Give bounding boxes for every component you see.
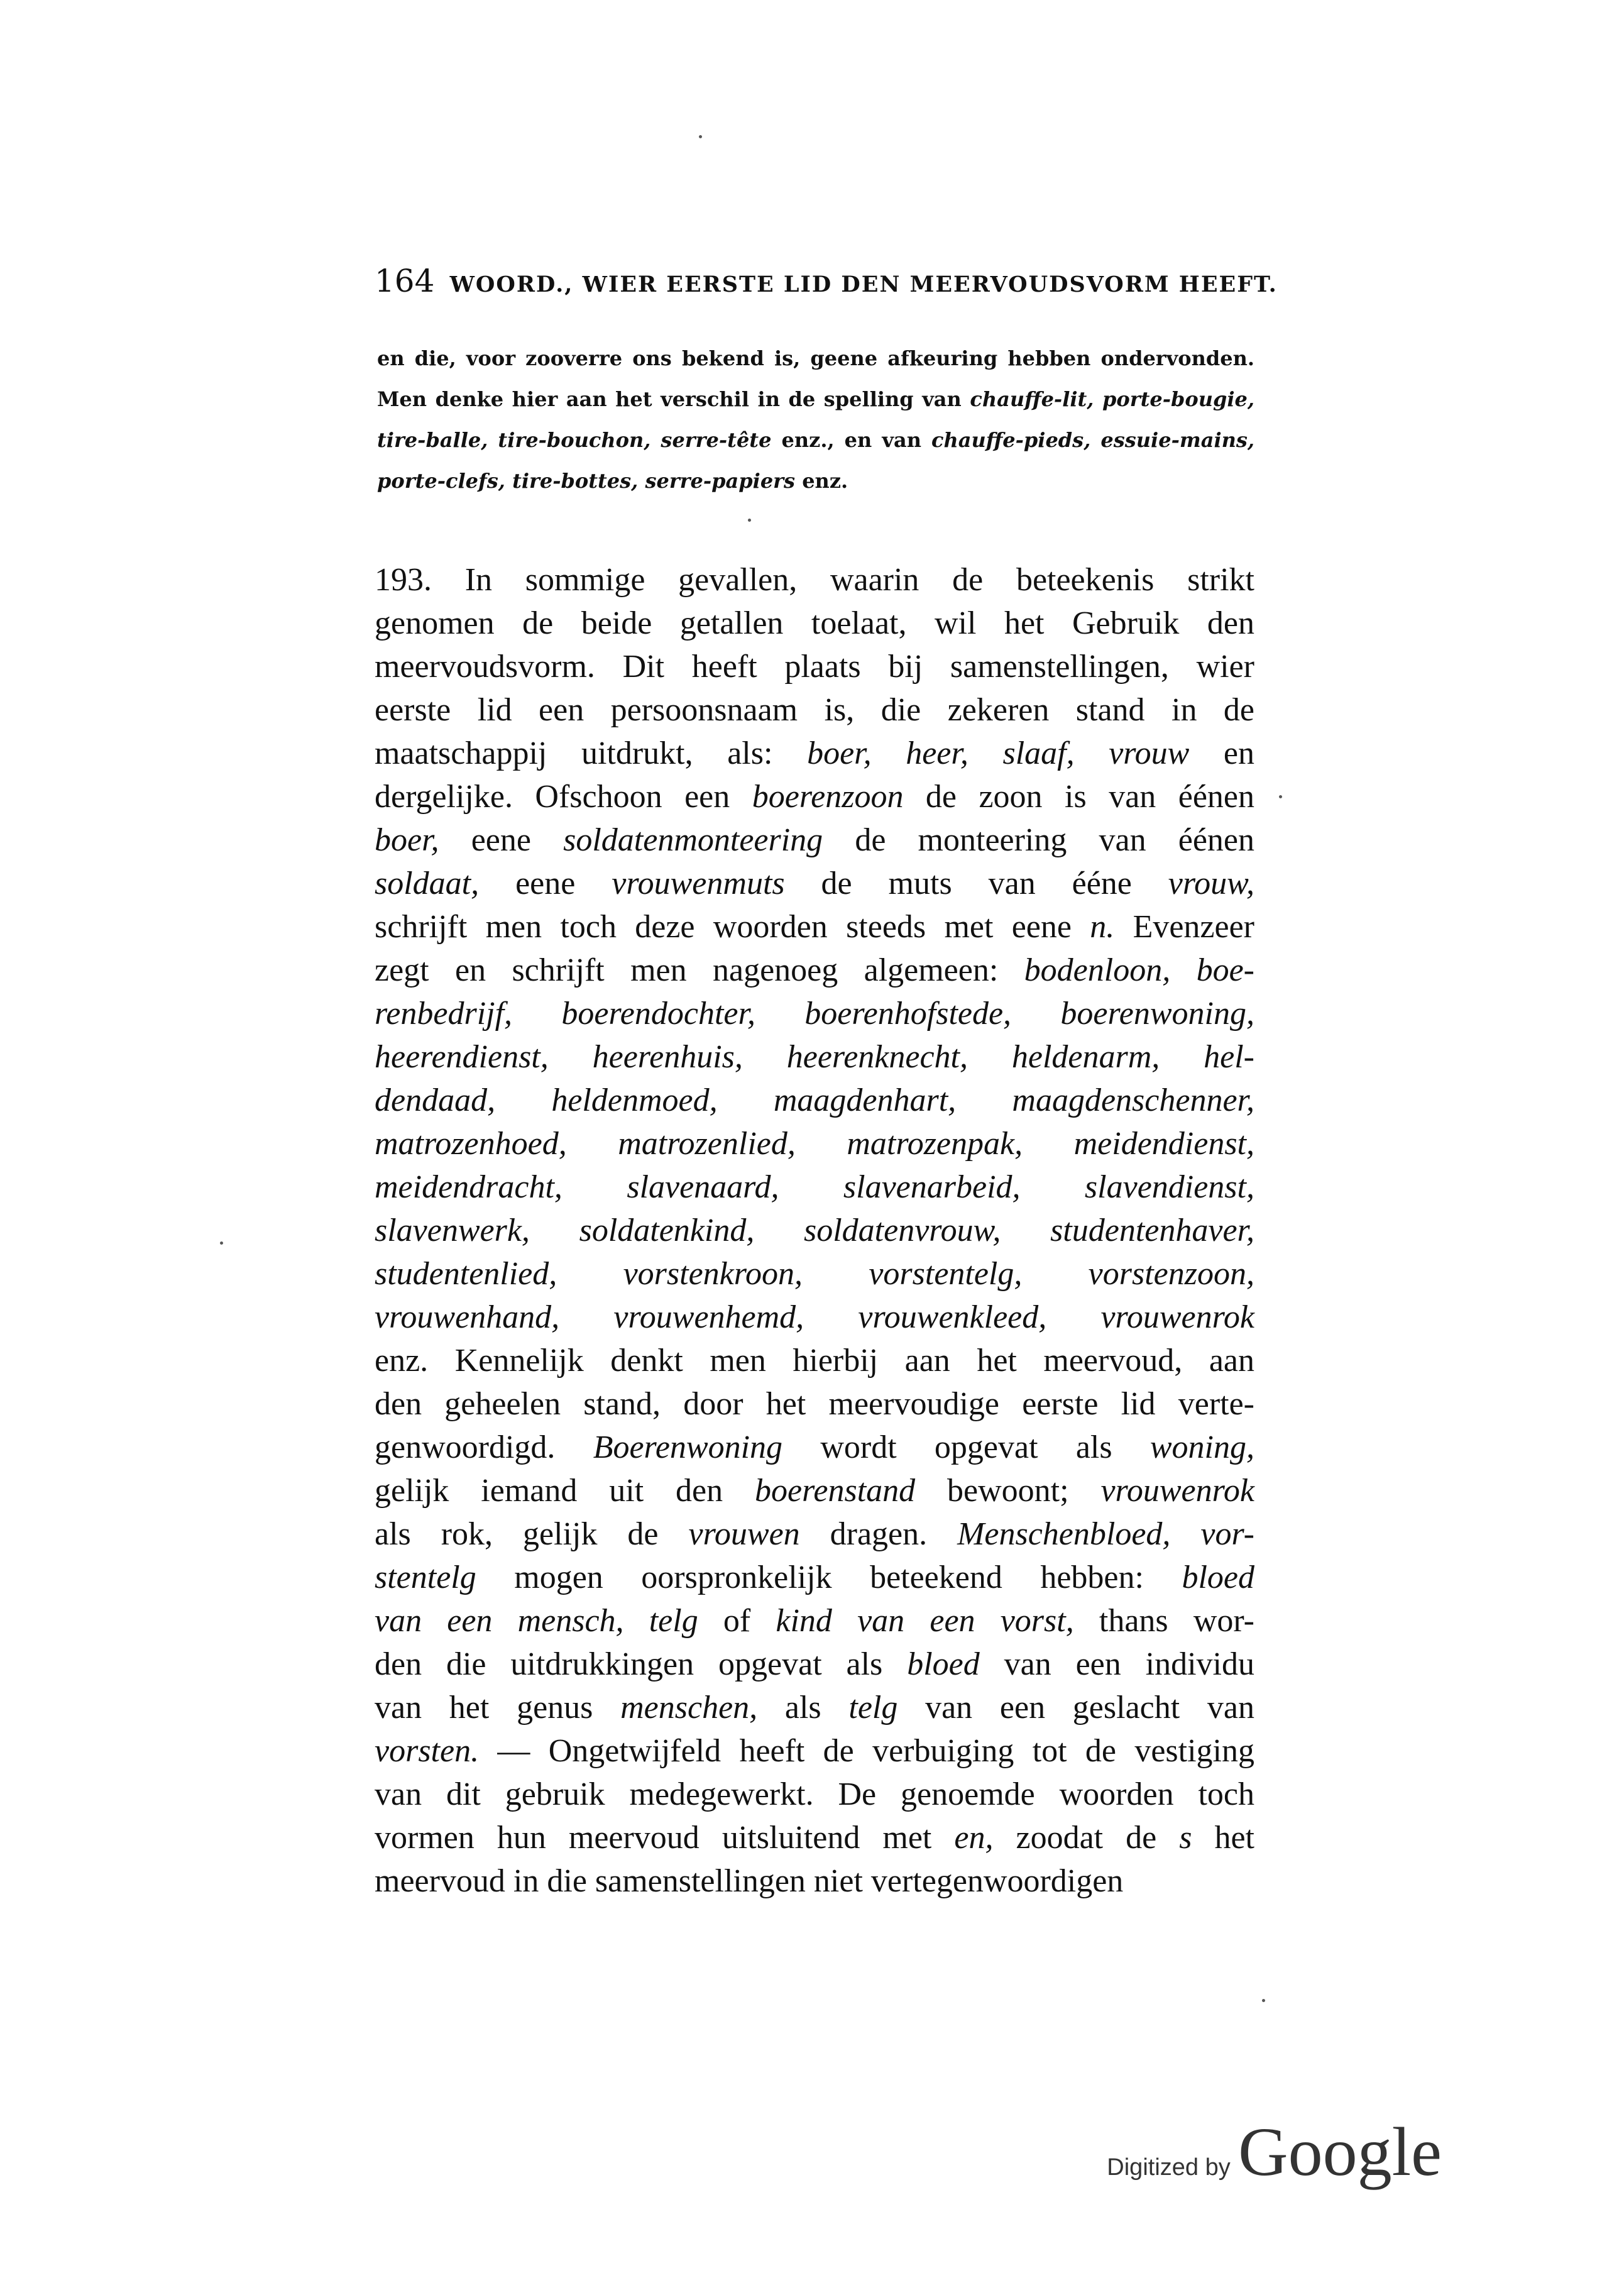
italic-term: matrozenhoed, matrozenlied, matrozenpak, meidendienst,	[375, 1126, 1254, 1162]
footnote-paragraph	[377, 338, 1254, 502]
text-run: van een geslacht van	[897, 1690, 1254, 1726]
text-line	[375, 602, 1254, 645]
italic-term: soldaat,	[375, 866, 480, 901]
text-line	[375, 1469, 1254, 1512]
italic-term: vrouwen	[688, 1516, 800, 1552]
text-run: enz.	[795, 469, 848, 493]
text-line	[375, 1122, 1254, 1165]
italic-term: slavenwerk, soldatenkind, soldatenvrouw, studentenhaver,	[375, 1213, 1254, 1248]
text-run: gelijk iemand uit den	[375, 1473, 755, 1509]
italic-term: vrouwenhand, vrouwenhemd, vrouwenkleed, vrouwenrok	[375, 1299, 1254, 1335]
text-line	[375, 992, 1254, 1035]
text-line	[375, 1035, 1254, 1079]
text-run: dergelijke. Ofschoon een	[375, 779, 752, 815]
text-run: en die, voor zooverre ons bekend is, geene afkeuring hebben ondervonden.	[377, 346, 1254, 370]
italic-term: boerenzoon	[752, 779, 904, 815]
italic-term: telg	[848, 1690, 898, 1726]
italic-term: tire-balle, tire-bouchon, serre-tête	[377, 428, 772, 452]
text-line	[375, 1512, 1254, 1556]
text-run: meervoud in die samenstellingen niet vertegenwoordigen	[375, 1863, 1124, 1899]
text-line	[377, 420, 1254, 461]
text-line	[375, 1209, 1254, 1252]
text-run: van het genus	[375, 1690, 621, 1726]
scan-speck	[1279, 795, 1282, 798]
italic-term: vrouwenmuts	[612, 866, 785, 901]
text-run: en	[1189, 735, 1254, 771]
text-run: Men denke hier aan het verschil in de spelling van	[377, 387, 970, 411]
text-line	[375, 862, 1254, 905]
italic-term: stentelg	[375, 1560, 476, 1595]
text-line	[375, 905, 1254, 949]
text-run: dragen.	[799, 1516, 958, 1552]
watermark-prefix: Digitized by	[1107, 2154, 1231, 2181]
text-run: mogen oorspronkelijk beteekend hebben:	[476, 1560, 1182, 1595]
text-line	[375, 1729, 1254, 1773]
text-line	[375, 949, 1254, 992]
italic-term: heerendienst, heerenhuis, heerenknecht, heldenarm, hel-	[375, 1039, 1254, 1075]
italic-term: studentenlied, vorstenkroon, vorstentelg, vorstenzoon,	[375, 1256, 1254, 1292]
text-line	[377, 461, 1254, 502]
text-run: bewoont;	[915, 1473, 1101, 1509]
text-run: — Ongetwijfeld heeft de verbuiging tot de vestiging	[479, 1733, 1254, 1769]
italic-term: vrouw,	[1168, 866, 1254, 901]
italic-term: s	[1179, 1820, 1192, 1856]
italic-term: porte-clefs, tire-bottes, serre-papiers	[377, 469, 796, 493]
italic-term: bodenloon, boe-	[1024, 952, 1254, 988]
text-line	[375, 1165, 1254, 1209]
italic-term: van een mensch, telg	[375, 1603, 698, 1639]
scan-speck	[699, 135, 702, 138]
text-run: meervoudsvorm. Dit heeft plaats bij samenstellingen, wier	[375, 649, 1254, 685]
text-run: genomen de beide getallen toelaat, wil het Gebruik den	[375, 605, 1254, 641]
italic-term: vrouwenrok	[1100, 1473, 1255, 1509]
text-line	[375, 1426, 1254, 1469]
italic-term: meidendracht, slavenaard, slavenarbeid, slavendienst,	[375, 1169, 1254, 1205]
text-line	[377, 379, 1254, 420]
text-run: de zoon is van éénen	[903, 779, 1254, 815]
text-run: het	[1192, 1820, 1254, 1856]
text-run: den die uitdrukkingen opgevat als	[375, 1646, 908, 1682]
text-line	[375, 1686, 1254, 1729]
text-run: als	[757, 1690, 849, 1726]
text-run: zegt en schrijft men nagenoeg algemeen:	[375, 952, 1024, 988]
italic-term: renbedrijf, boerendochter, boerenhofstede, boerenwoning,	[375, 996, 1254, 1032]
text-run: eerste lid een persoonsnaam is, die zekeren stand in de	[375, 692, 1254, 728]
text-run: thans wor-	[1073, 1603, 1254, 1639]
text-line	[375, 732, 1254, 775]
italic-term: soldatenmonteering	[563, 822, 823, 858]
italic-term: Menschenbloed, vor-	[957, 1516, 1254, 1552]
italic-term: Boerenwoning	[593, 1429, 783, 1465]
text-run: eene	[479, 866, 612, 901]
italic-term: chauffe-pieds, essuie-mains,	[931, 428, 1255, 452]
text-run: vormen hun meervoud uitsluitend met	[375, 1820, 955, 1856]
digitized-by-google-watermark	[1107, 2112, 1442, 2192]
text-line	[375, 775, 1254, 818]
text-line	[375, 688, 1254, 732]
text-run: van dit gebruik medegewerkt. De genoemde woorden toch	[375, 1776, 1254, 1812]
text-run: zoodat de	[993, 1820, 1180, 1856]
italic-term: boer, heer, slaaf, vrouw	[807, 735, 1190, 771]
text-run: genwoordigd.	[375, 1429, 593, 1465]
text-line	[375, 1599, 1254, 1643]
google-logo-text: Google	[1238, 2113, 1442, 2190]
text-line	[375, 1382, 1254, 1426]
text-run: Evenzeer	[1114, 909, 1254, 945]
text-line	[375, 1859, 1254, 1903]
running-header	[375, 263, 1278, 299]
text-line	[375, 1339, 1254, 1382]
text-run: van een individu	[979, 1646, 1254, 1682]
italic-term: woning,	[1149, 1429, 1255, 1465]
scan-speck	[1262, 1999, 1265, 2002]
italic-term: n.	[1090, 909, 1115, 945]
text-line	[375, 1556, 1254, 1599]
text-run: wordt opgevat als	[782, 1429, 1150, 1465]
body-paragraph-193	[375, 558, 1254, 1903]
text-line	[375, 1252, 1254, 1296]
text-line	[375, 1816, 1254, 1859]
italic-term: en,	[954, 1820, 994, 1856]
text-run: den geheelen stand, door het meervoudige eerste lid verte-	[375, 1386, 1254, 1422]
italic-term: bloed	[1182, 1560, 1254, 1595]
text-run: maatschappij uitdrukt, als:	[375, 735, 808, 771]
running-title: WOORD., WIER EERSTE LID DEN MEERVOUDSVORM HEEFT.	[449, 272, 1278, 297]
text-line	[375, 1296, 1254, 1339]
text-run: 193. In sommige gevallen, waarin de beteekenis strikt	[375, 562, 1254, 598]
text-line	[375, 558, 1254, 602]
text-run: de monteering van éénen	[823, 822, 1254, 858]
text-run: als rok, gelijk de	[375, 1516, 689, 1552]
text-run: of	[698, 1603, 776, 1639]
text-line	[375, 1773, 1254, 1816]
italic-term: boer,	[375, 822, 439, 858]
text-run: schrijft men toch deze woorden steeds met eene	[375, 909, 1090, 945]
text-line	[375, 1079, 1254, 1122]
text-run: enz. Kennelijk denkt men hierbij aan het meervoud, aan	[375, 1343, 1254, 1379]
italic-term: boerenstand	[755, 1473, 916, 1509]
text-line	[375, 818, 1254, 862]
italic-term: vorsten.	[375, 1733, 480, 1769]
italic-term: dendaad, heldenmoed, maagdenhart, maagdenschenner,	[375, 1082, 1254, 1118]
text-run: eene	[439, 822, 564, 858]
text-line	[375, 645, 1254, 688]
text-line	[377, 338, 1254, 379]
italic-term: kind van een vorst,	[776, 1603, 1074, 1639]
italic-term: chauffe-lit, porte-bougie,	[970, 387, 1255, 411]
scan-speck	[220, 1241, 223, 1245]
text-run: de muts van ééne	[784, 866, 1168, 901]
text-line	[375, 1643, 1254, 1686]
text-run: enz., en van	[771, 428, 932, 452]
page-number: 164	[375, 263, 435, 299]
italic-term: menschen,	[620, 1690, 758, 1726]
italic-term: bloed	[907, 1646, 980, 1682]
scan-speck	[748, 519, 751, 522]
